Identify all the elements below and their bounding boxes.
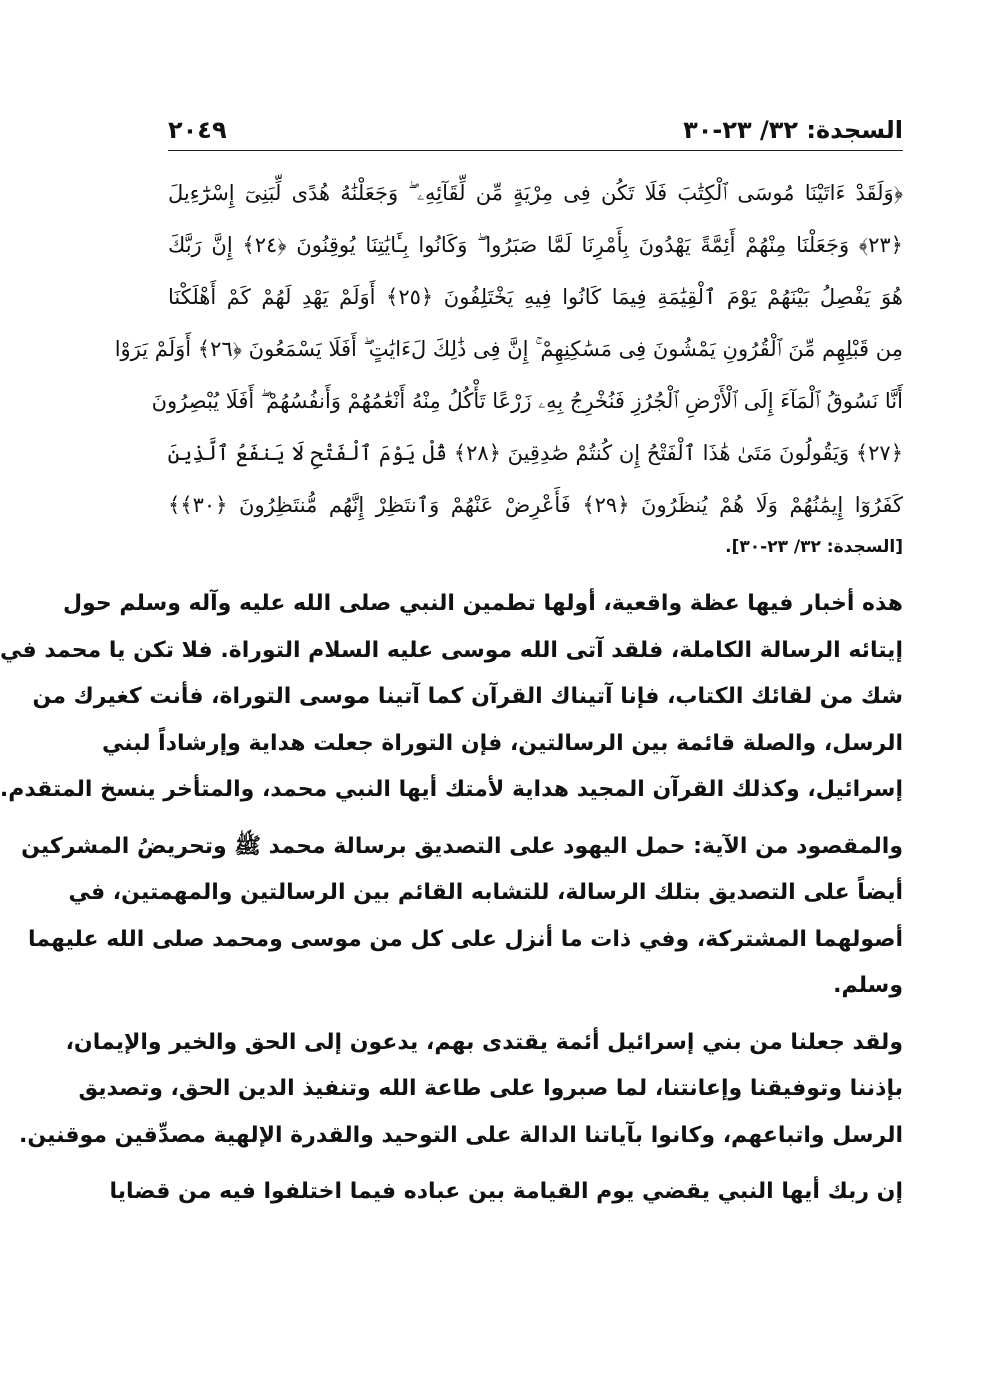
text-line: إيتائه الرسالة الكاملة، فلقد آتى الله موسى عليه السلام التوراة. فلا تكن يا محمد في — [0, 637, 903, 663]
text-line: وسلم. — [833, 973, 903, 998]
text-line: إسرائيل، وكذلك القرآن المجيد هداية لأمتك أيها النبي محمد، والمتأخر ينسخ المتقدم. — [0, 777, 903, 802]
verse-citation: [السجدة: ٣٢/ ٢٣-٣٠]. — [725, 537, 903, 557]
quran-line: ﴿وَلَقَدْ ءَاتَيْنَا مُوسَى ٱلْكِتَٰبَ فَلَا تَكُن فِى مِرْيَةٍ مِّن لِّقَآئِهِۦ ۖ وَجَعَلْنَٰهُ هُدًى لِّبَنِىٓ إِسْرَٰٓءِيلَ — [168, 181, 903, 205]
paragraph — [21, 824, 903, 1010]
quran-line: ﴿٢٣﴾ وَجَعَلْنَا مِنْهُمْ أَئِمَّةً يَهْدُونَ بِأَمْرِنَا لَمَّا صَبَرُوا ۖ وَكَانُوا بِـَٔايَٰتِنَا يُوقِنُونَ ﴿٢٤﴾ إِنَّ رَبَّكَ — [168, 233, 903, 257]
commentary-text — [0, 581, 903, 1216]
text-line: والمقصود من الآية: حمل اليهود على التصديق برسالة محمد ﷺ وتحريضُ المشركين — [21, 833, 903, 859]
paragraph — [19, 1020, 903, 1160]
text-line: هذه أخبار فيها عظة واقعية، أولها تطمين النبي صلى الله عليه وآله وسلم حول — [62, 591, 903, 616]
text-line: شك من لقائك الكتاب، فإنا آتيناك القرآن كما آتينا موسى التوراة، فأنت كغيرك من — [32, 684, 903, 709]
quran-line: مِن قَبْلِهِم مِّنَ ٱلْقُرُونِ يَمْشُونَ فِى مَسَٰكِنِهِمْ ۚ إِنَّ فِى ذَٰلِكَ لَءَايَٰتٍ ۖ أَفَلَا يَسْمَعُونَ ﴿٢٦﴾ أَوَلَمْ يَرَوْا — [114, 337, 903, 361]
quran-line: كَفَرُوٓا إِيمَٰنُهُمْ وَلَا هُمْ يُنظَرُونَ ﴿٢٩﴾ فَأَعْرِضْ عَنْهُمْ وَٱنتَظِرْ إِنَّهُم مُّنتَظِرُونَ ﴿٣٠﴾﴾ — [168, 493, 903, 517]
text-line: الرسل واتباعهم، وكانوا بآياتنا الدالة على التوحيد والقدرة الإلهية مصدِّقين موقنين. — [19, 1122, 903, 1148]
text-line: أصولهما المشتركة، وفي ذات ما أنزل على كل من موسى ومحمد صلى الله عليهما — [28, 926, 903, 952]
quran-verses — [114, 167, 903, 531]
book-page — [0, 110, 903, 1226]
paragraph — [0, 581, 903, 814]
quran-line: هُوَ يَفْصِلُ بَيْنَهُمْ يَوْمَ ٱلْقِيَٰمَةِ فِيمَا كَانُوا فِيهِ يَخْتَلِفُونَ ﴿٢٥﴾ أَوَلَمْ يَهْدِ لَهُمْ كَمْ أَهْلَكْنَا — [168, 285, 903, 309]
surah-reference: السجدة: ٣٢/ ٢٣-٣٠ — [683, 116, 903, 144]
text-line: أيضاً على التصديق بتلك الرسالة، للتشابه القائم بين الرسالتين والمهمتين، في — [68, 880, 903, 905]
page-header — [168, 110, 903, 151]
paragraph — [109, 1169, 903, 1216]
text-line: بإذننا وتوفيقنا وإعانتنا، لما صبروا على طاعة الله وتنفيذ الدين الحق، وتصديق — [78, 1076, 903, 1101]
text-line: الرسل، والصلة قائمة بين الرسالتين، فإن التوراة جعلت هداية وإرشاداً لبني — [102, 730, 903, 756]
quran-line: أَنَّا نَسُوقُ ٱلْمَآءَ إِلَى ٱلْأَرْضِ ٱلْجُرُزِ فَنُخْرِجُ بِهِۦ زَرْعًا تَأْكُلُ مِنْهُ أَنْعَٰمُهُمْ وَأَنفُسُهُمْ ۖ أَفَلَا يُبْصِرُونَ — [151, 389, 903, 413]
text-line: ولقد جعلنا من بني إسرائيل أئمة يقتدى بهم، يدعون إلى الحق والخير والإيمان، — [65, 1029, 903, 1055]
page-number: ٢٠٤٩ — [168, 116, 227, 144]
text-line: إن ربك أيها النبي يقضي يوم القيامة بين عباده فيما اختلفوا فيه من قضايا — [109, 1179, 903, 1204]
quran-line: ﴿٢٧﴾ وَيَقُولُونَ مَتَىٰ هَٰذَا ٱلْفَتْحُ إِن كُنتُمْ صَٰدِقِينَ ﴿٢٨﴾ قُلْ يَوْمَ ٱلْفَتْحِ لَا يَنفَعُ ٱلَّذِينَ — [167, 441, 903, 465]
